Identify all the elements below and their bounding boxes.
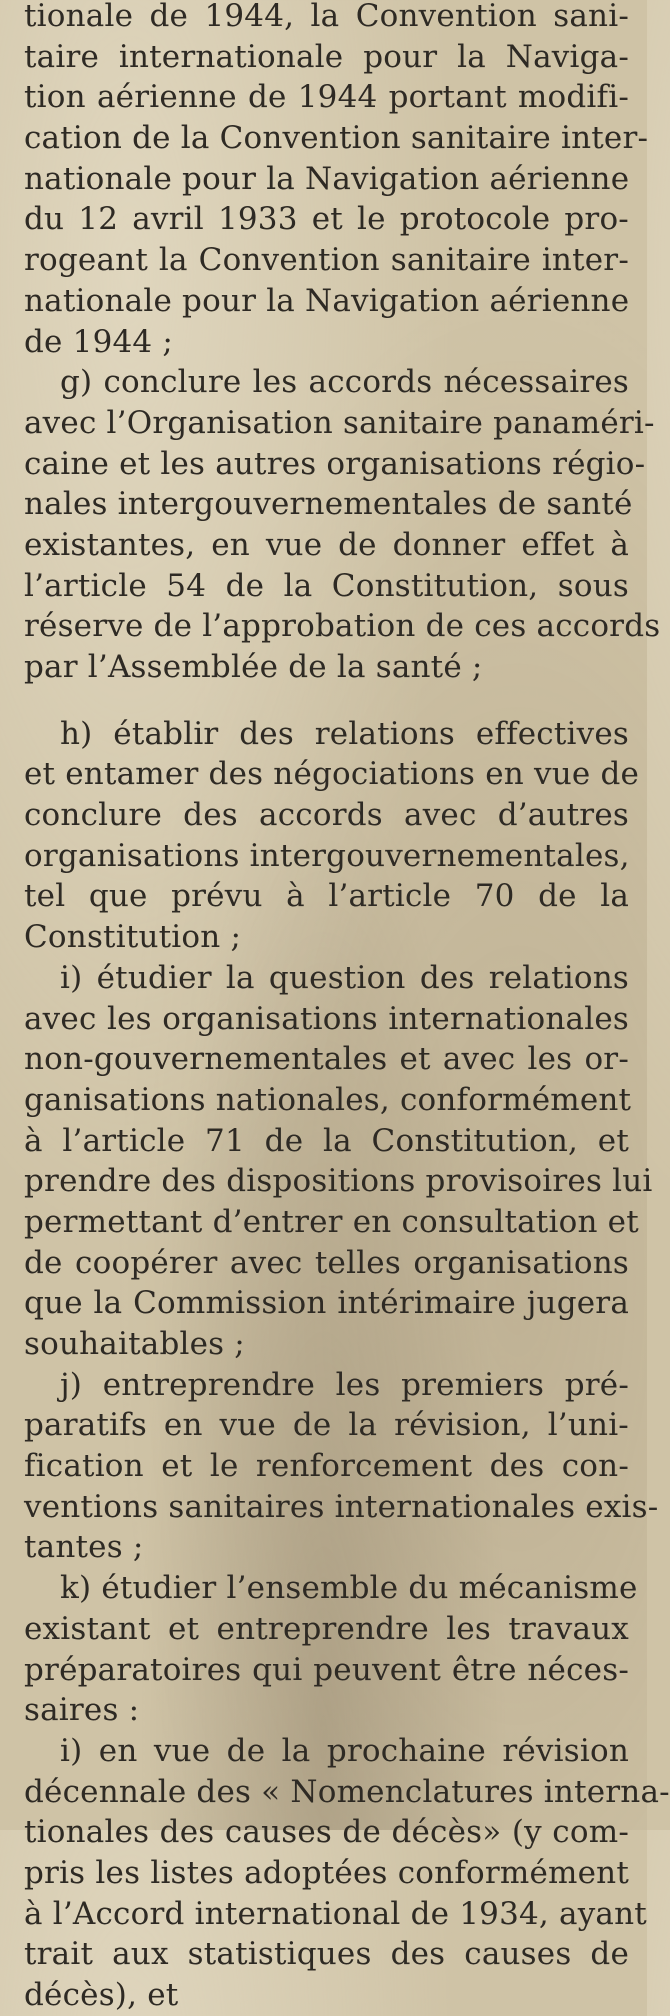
text-line: à l’article 71 de la Constitution, et	[24, 1122, 629, 1159]
text-line: tionale de 1944, la Convention sani-	[24, 0, 629, 34]
text-line: rogeant la Convention sanitaire inter-	[24, 242, 629, 279]
text-line: ventions sanitaires internationales exis-	[24, 1488, 659, 1525]
text-line: non-gouvernementales et avec les or-	[24, 1041, 629, 1078]
text-line: de 1944 ;	[24, 323, 174, 360]
text-line: tion aérienne de 1944 portant modifi-	[24, 79, 629, 116]
subparagraph-1-start: i) en vue de la prochaine révision	[60, 1732, 629, 1769]
text-line: prendre des dispositions provisoires lui	[24, 1163, 653, 1200]
text-line: nationale pour la Navigation aérienne	[24, 282, 630, 319]
text-line: Constitution ;	[24, 919, 242, 956]
text-line: fication et le renforcement des con-	[24, 1448, 629, 1485]
body-text	[24, 0, 670, 2016]
text-line: pris les listes adoptées conformément	[24, 1854, 629, 1891]
text-line: nationale pour la Navigation aérienne	[24, 160, 630, 197]
text-line: tionales des causes de décès» (y com-	[24, 1814, 629, 1851]
paragraph-k-start: k) étudier l’ensemble du mécanisme	[60, 1570, 638, 1607]
text-line: cation de la Convention sanitaire inter-	[24, 120, 649, 157]
text-line: taire internationale pour la Naviga-	[24, 38, 629, 75]
text-line: tantes ;	[24, 1529, 144, 1566]
text-line: avec les organisations internationales	[24, 1000, 629, 1037]
text-line: organisations intergouvernementales,	[24, 837, 630, 874]
paragraph-h-start: h) établir des relations effectives	[60, 715, 629, 752]
text-line: tel que prévu à l’article 70 de la	[24, 878, 629, 915]
text-line: permettant d’entrer en consultation et	[24, 1203, 639, 1240]
text-line: décennale des « Nomenclatures interna-	[24, 1773, 670, 1810]
text-line: par l’Assemblée de la santé ;	[24, 649, 483, 685]
text-line: préparatoires qui peuvent être néces-	[24, 1651, 629, 1688]
text-line: avec l’Organisation sanitaire panaméri-	[24, 404, 655, 441]
text-line: conclure des accords avec d’autres	[24, 797, 629, 834]
paragraph-g-start: g) conclure les accords nécessaires	[60, 364, 629, 401]
text-line: trait aux statistiques des causes de	[24, 1936, 629, 1973]
text-line: de coopérer avec telles organisations	[24, 1244, 629, 1281]
text-line: existantes, en vue de donner effet à	[24, 526, 629, 563]
text-line: à l’Accord international de 1934, ayant	[24, 1895, 647, 1932]
text-line: caine et les autres organisations régio-	[24, 445, 646, 482]
text-line: que la Commission intérimaire jugera	[24, 1285, 629, 1322]
text-line: nales intergouvernementales de santé	[24, 486, 633, 523]
text-line: décès), et	[24, 1977, 179, 2013]
text-line: réserve de l’approbation de ces accords	[24, 608, 661, 645]
text-line: du 12 avril 1933 et le protocole pro-	[24, 201, 629, 238]
text-line: ganisations nationales, conformément	[24, 1081, 632, 1118]
text-line: saires :	[24, 1692, 140, 1729]
text-line: existant et entreprendre les travaux	[24, 1610, 629, 1647]
text-line: paratifs en vue de la révision, l’uni-	[24, 1407, 629, 1444]
text-line: souhaitables ;	[24, 1326, 245, 1362]
paragraph-i-start: i) étudier la question des relations	[60, 959, 629, 996]
text-line: et entamer des négociations en vue de	[24, 756, 640, 793]
text-line: l’article 54 de la Constitution, sous	[24, 567, 629, 604]
paragraph-j-start: j) entreprendre les premiers pré-	[60, 1366, 629, 1403]
